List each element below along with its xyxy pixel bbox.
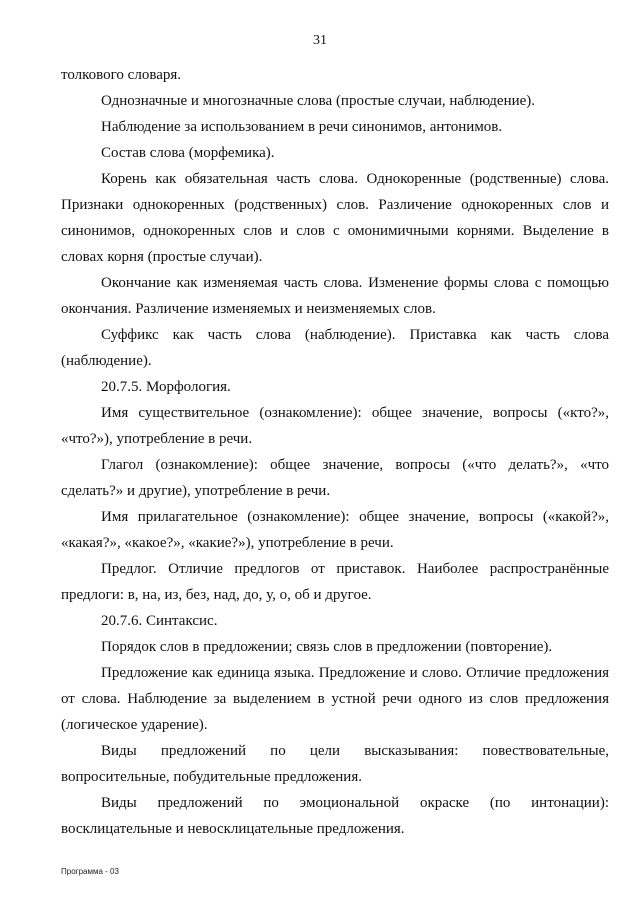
paragraph: Виды предложений по цели высказывания: повествовательные, вопросительные, побудительные предложения. xyxy=(61,743,609,785)
paragraph: толкового словаря. xyxy=(61,67,182,83)
page-number: 31 xyxy=(313,33,327,48)
paragraph: Корень как обязательная часть слова. Однокоренные (родственные) слова. Признаки однокоренных (родственных) слов. Различение однокоренных слов и синонимов, однокоренных слов и слов с омонимичными корнями. Выделение в словах корня (простые случаи). xyxy=(61,171,609,265)
paragraph: Предлог. Отличие предлогов от приставок. Наиболее распространённые предлоги: в, на, из, без, над, до, у, о, об и другое. xyxy=(61,561,609,603)
section-heading: 20.7.5. Морфология. xyxy=(101,379,231,395)
document-body xyxy=(61,62,609,842)
paragraph: Состав слова (морфемика). xyxy=(101,145,275,161)
paragraph: Глагол (ознакомление): общее значение, вопросы («что делать?», «что сделать?» и другие), употребление в речи. xyxy=(61,457,609,499)
paragraph: Имя существительное (ознакомление): общее значение, вопросы («кто?», «что?»), употребление в речи. xyxy=(61,405,609,447)
paragraph: Порядок слов в предложении; связь слов в предложении (повторение). xyxy=(101,639,553,655)
paragraph: Окончание как изменяемая часть слова. Изменение формы слова с помощью окончания. Различение изменяемых и неизменяемых слов. xyxy=(61,275,609,317)
paragraph: Наблюдение за использованием в речи синонимов, антонимов. xyxy=(101,119,503,135)
paragraph: Суффикс как часть слова (наблюдение). Приставка как часть слова (наблюдение). xyxy=(61,327,609,369)
paragraph: Имя прилагательное (ознакомление): общее значение, вопросы («какой?», «какая?», «какое?», «какие?»), употребление в речи. xyxy=(61,509,609,551)
paragraph: Виды предложений по эмоциональной окраске (по интонации): восклицательные и невосклицательные предложения. xyxy=(61,795,609,837)
paragraph: Однозначные и многозначные слова (простые случаи, наблюдение). xyxy=(101,93,536,109)
footer-label: Программа - 03 xyxy=(61,867,119,876)
paragraph: Предложение как единица языка. Предложение и слово. Отличие предложения от слова. Наблюдение за выделением в устной речи одного из слов предложения (логическое ударение). xyxy=(61,665,609,733)
section-heading: 20.7.6. Синтаксис. xyxy=(101,613,218,629)
